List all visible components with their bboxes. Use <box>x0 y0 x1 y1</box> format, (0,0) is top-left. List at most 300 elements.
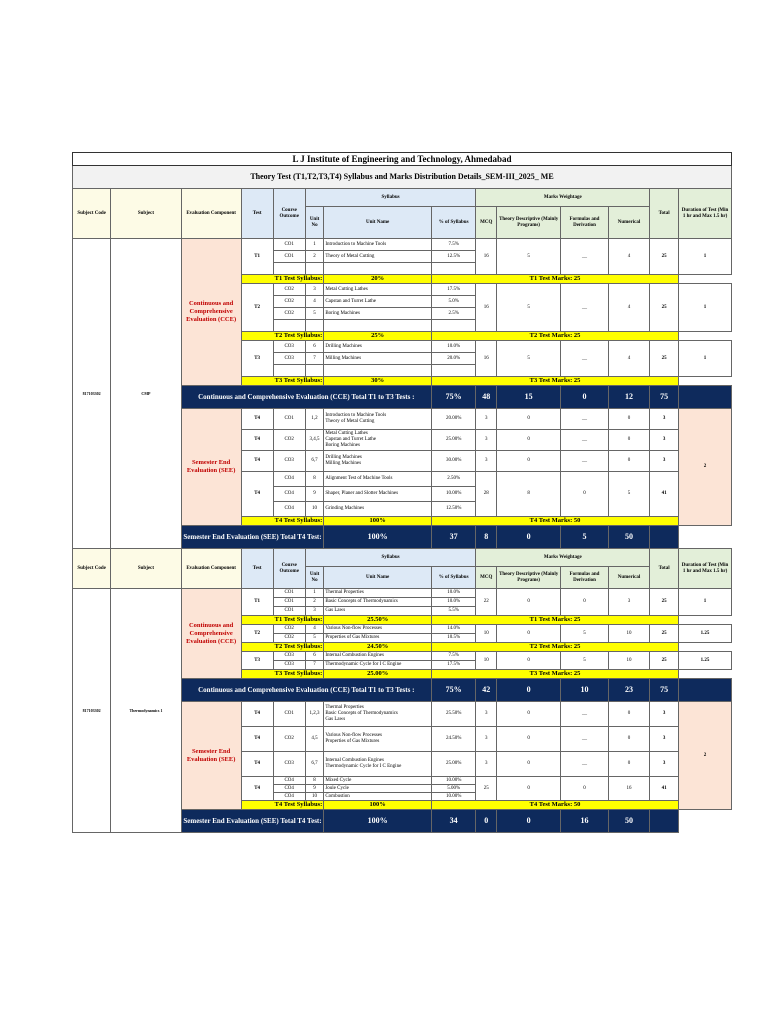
marks-total: 3 <box>650 752 679 777</box>
header-marks-weightage: Marks Weightage <box>476 549 650 567</box>
cce-total-label: Continuous and Comprehensive Evaluation (CCE) Total T1 to T3 Tests : <box>181 679 431 702</box>
header-subject-code: Subject Code <box>73 189 111 239</box>
test-id: T3 <box>241 652 273 670</box>
test-id: T2 <box>241 284 273 332</box>
marks-dur: 1 <box>679 239 732 275</box>
course-outcome: CO2 <box>273 308 305 320</box>
cce-total-label: Continuous and Comprehensive Evaluation (CCE) Total T1 to T3 Tests : <box>181 386 431 409</box>
unit-no: 1,2 <box>305 409 324 430</box>
marks-num: 4 <box>608 341 649 377</box>
marks-theory: 0 <box>497 702 561 727</box>
marks-formula: 5 <box>561 625 609 643</box>
subject-name: CMP <box>111 239 181 549</box>
unit-name: Milling Machines <box>324 353 432 365</box>
syllabus-pct: 5.5% <box>431 607 475 616</box>
syllabus-pct: 2.5% <box>431 308 475 320</box>
marks-theory: 0 <box>497 430 561 451</box>
test-id: T3 <box>241 341 273 377</box>
table-row <box>73 239 732 251</box>
marks-mcq: 3 <box>476 702 497 727</box>
marks-mcq: 3 <box>476 752 497 777</box>
test-id: T4 <box>241 752 273 777</box>
unit-name: Drilling Machines Milling Machines <box>324 451 432 472</box>
see-total-theory: 0 <box>476 810 497 833</box>
course-outcome: CO1 <box>273 598 305 607</box>
header-subject-code: Subject Code <box>73 549 111 589</box>
empty-cell <box>324 320 432 332</box>
course-outcome: CO1 <box>273 239 305 251</box>
syllabus-pct: 7.5% <box>431 652 475 661</box>
syllabus-label: T3 Test Syllabus: <box>241 377 324 386</box>
header-numerical: Numerical <box>608 567 649 589</box>
test-id: T4 <box>241 409 273 430</box>
header-unit-name: Unit Name <box>324 207 432 239</box>
unit-no: 10 <box>305 793 324 801</box>
empty-cell <box>273 365 305 377</box>
syllabus-table <box>72 152 732 833</box>
marks-mcq: 16 <box>476 341 497 377</box>
syllabus-total-pct: 20% <box>324 275 432 284</box>
header-course-outcome: Course Outcome <box>273 549 305 589</box>
syllabus-pct: 10.0% <box>431 598 475 607</box>
marks-dur: 1 <box>679 589 732 616</box>
unit-no: 5 <box>305 634 324 643</box>
syllabus-pct: 10.00% <box>431 487 475 502</box>
syllabus-pct: 24.50% <box>431 727 475 752</box>
see-label: Semester End Evaluation (SEE) <box>181 409 241 526</box>
syllabus-sheet <box>72 152 732 833</box>
course-outcome: CO1 <box>273 409 305 430</box>
unit-no: 1 <box>305 239 324 251</box>
course-outcome: CO4 <box>273 502 305 517</box>
marks-mcq: 3 <box>476 451 497 472</box>
table-row <box>73 549 732 567</box>
see-total-formula: 0 <box>497 526 561 549</box>
course-outcome: CO2 <box>273 625 305 634</box>
see-duration: 2 <box>679 702 732 810</box>
test-id: T4 <box>241 430 273 451</box>
see-total-mcq: 37 <box>431 526 475 549</box>
test-marks-label: T2 Test Marks: 25 <box>431 643 678 652</box>
course-outcome: CO1 <box>273 589 305 598</box>
marks-total: 41 <box>650 777 679 801</box>
syllabus-pct: 5.0% <box>431 296 475 308</box>
syllabus-total-pct: 25% <box>324 332 432 341</box>
marks-mcq: 16 <box>476 284 497 332</box>
test-marks-label: T2 Test Marks: 25 <box>431 332 678 341</box>
unit-name: Introduction to Machine Tools <box>324 239 432 251</box>
course-outcome: CO2 <box>273 634 305 643</box>
course-outcome: CO4 <box>273 777 305 785</box>
course-outcome: CO2 <box>273 296 305 308</box>
t4-syllabus-pct: 100% <box>324 801 432 810</box>
see-total-total: 50 <box>608 526 649 549</box>
syllabus-pct: 25.00% <box>431 430 475 451</box>
header-test: Test <box>241 549 273 589</box>
marks-total: 41 <box>650 472 679 517</box>
course-outcome: CO1 <box>273 607 305 616</box>
unit-no: 3 <box>305 284 324 296</box>
see-total-label: Semester End Evaluation (SEE) Total T4 Test: <box>181 810 324 833</box>
empty-cell <box>431 365 475 377</box>
cce-total-num: 23 <box>608 679 649 702</box>
table-body <box>73 153 732 833</box>
marks-dur: 1 <box>679 341 732 377</box>
marks-theory: 5 <box>497 284 561 332</box>
syllabus-pct: 14.0% <box>431 625 475 634</box>
marks-num: 0 <box>608 430 649 451</box>
cce-label: Continuous and Comprehensive Evaluation (CCE) <box>181 239 241 386</box>
course-outcome: CO2 <box>273 284 305 296</box>
unit-name: Internal Combustion Engines Thermodynamic Cycle for I C Engine <box>324 752 432 777</box>
unit-no: 4 <box>305 625 324 634</box>
subject-code: 817103302 <box>73 589 111 833</box>
header-duration: Duration of Test (Min 1 hr and Max 1.5 hr) <box>679 189 732 239</box>
marks-num: 0 <box>608 727 649 752</box>
see-total-num: 5 <box>561 526 609 549</box>
marks-formula: __ <box>561 409 609 430</box>
marks-theory: 0 <box>497 625 561 643</box>
marks-total: 3 <box>650 409 679 430</box>
cce-total-total: 75 <box>650 679 679 702</box>
marks-num: 5 <box>608 472 649 517</box>
marks-total: 25 <box>650 239 679 275</box>
marks-theory: 0 <box>497 727 561 752</box>
header-pct-syllabus: % of Syllabus <box>431 567 475 589</box>
see-total-pct: 100% <box>324 526 432 549</box>
test-id: T4 <box>241 472 273 517</box>
syllabus-total-pct: 25.00% <box>324 670 432 679</box>
table-row <box>73 189 732 207</box>
unit-name: Thermodynamic Cycle for I C Engine <box>324 661 432 670</box>
unit-name: Various Non-flow Processes <box>324 625 432 634</box>
header-course-outcome: Course Outcome <box>273 189 305 239</box>
empty-cell <box>324 365 432 377</box>
marks-formula: __ <box>561 752 609 777</box>
syllabus-pct: 10.00% <box>431 777 475 785</box>
syllabus-pct: 10.00% <box>431 793 475 801</box>
syllabus-pct: 30.00% <box>431 451 475 472</box>
unit-no: 6,7 <box>305 752 324 777</box>
empty-cell <box>305 365 324 377</box>
empty-cell <box>273 263 305 275</box>
marks-num: 0 <box>608 752 649 777</box>
syllabus-pct: 20.00% <box>431 409 475 430</box>
see-total-total: 50 <box>608 810 649 833</box>
course-outcome: CO3 <box>273 353 305 365</box>
cce-total-blank <box>679 386 732 409</box>
test-id: T4 <box>241 777 273 801</box>
syllabus-label: T1 Test Syllabus: <box>241 275 324 284</box>
unit-no: 2 <box>305 251 324 263</box>
unit-name: Grinding Machines <box>324 502 432 517</box>
syllabus-pct: 5.00% <box>431 785 475 793</box>
unit-no: 4 <box>305 296 324 308</box>
cce-total-mcq: 42 <box>476 679 497 702</box>
marks-total: 3 <box>650 702 679 727</box>
test-marks-label: T1 Test Marks: 25 <box>431 275 678 284</box>
test-id: T4 <box>241 702 273 727</box>
test-id: T2 <box>241 625 273 643</box>
unit-no: 8 <box>305 472 324 487</box>
header-total: Total <box>650 549 679 589</box>
unit-no: 6 <box>305 652 324 661</box>
cce-total-formula: 0 <box>561 386 609 409</box>
institute-title: L J Institute of Engineering and Technology, Ahmedabad <box>73 153 732 166</box>
test-marks-label: T3 Test Marks: 25 <box>431 377 678 386</box>
unit-name: Mixed Cycle <box>324 777 432 785</box>
cce-total-theory: 15 <box>497 386 561 409</box>
t4-marks-label: T4 Test Marks: 50 <box>431 517 678 526</box>
marks-num: 3 <box>608 589 649 616</box>
unit-name: Capstan and Turret Lathe <box>324 296 432 308</box>
see-total-blank <box>650 810 679 833</box>
marks-mcq: 10 <box>476 625 497 643</box>
unit-no: 8 <box>305 777 324 785</box>
marks-dur: 1 <box>679 284 732 332</box>
cce-total-pct: 75% <box>431 679 475 702</box>
test-marks-label: T1 Test Marks: 25 <box>431 616 678 625</box>
marks-theory: 0 <box>497 752 561 777</box>
header-duration: Duration of Test (Min 1 hr and Max 1.5 hr) <box>679 549 732 589</box>
header-syllabus: Syllabus <box>305 549 476 567</box>
test-id: T1 <box>241 589 273 616</box>
header-formulas: Formulas and Derivation <box>561 207 609 239</box>
header-evaluation-component: Evaluation Component <box>181 189 241 239</box>
see-total-mcq: 34 <box>431 810 475 833</box>
marks-total: 3 <box>650 430 679 451</box>
cce-total-theory: 0 <box>497 679 561 702</box>
header-formulas: Formulas and Derivation <box>561 567 609 589</box>
syllabus-pct: 10.0% <box>431 341 475 353</box>
header-total: Total <box>650 189 679 239</box>
unit-name: Metal Cutting Lathes <box>324 284 432 296</box>
marks-mcq: 10 <box>476 652 497 670</box>
header-unit-no: Unit No <box>305 567 324 589</box>
unit-name: Joule Cycle <box>324 785 432 793</box>
course-outcome: CO3 <box>273 752 305 777</box>
marks-formula: __ <box>561 451 609 472</box>
unit-no: 10 <box>305 502 324 517</box>
syllabus-label: T2 Test Syllabus: <box>241 643 324 652</box>
see-total-pct: 100% <box>324 810 432 833</box>
unit-name: Alignment Test of Machine Tools <box>324 472 432 487</box>
syllabus-pct: 25.00% <box>431 752 475 777</box>
empty-cell <box>324 263 432 275</box>
course-outcome: CO3 <box>273 341 305 353</box>
t4-syllabus-pct: 100% <box>324 517 432 526</box>
unit-no: 9 <box>305 487 324 502</box>
unit-name: Various Non-flow Processes Properties of Gas Mixtures <box>324 727 432 752</box>
see-total-formula: 0 <box>497 810 561 833</box>
marks-formula: __ <box>561 727 609 752</box>
marks-mcq: 16 <box>476 239 497 275</box>
unit-name: Combustion <box>324 793 432 801</box>
syllabus-total-pct: 24.50% <box>324 643 432 652</box>
header-numerical: Numerical <box>608 207 649 239</box>
marks-mcq: 25 <box>476 777 497 801</box>
unit-no: 3,4,5 <box>305 430 324 451</box>
marks-theory: 0 <box>497 777 561 801</box>
unit-name: Thermal Properties <box>324 589 432 598</box>
t4-syllabus-label: T4 Test Syllabus: <box>241 801 324 810</box>
document-subtitle: Theory Test (T1,T2,T3,T4) Syllabus and Marks Distribution Details_SEM-III_2025_ ME <box>73 166 732 189</box>
syllabus-pct: 10.5% <box>431 634 475 643</box>
t4-syllabus-label: T4 Test Syllabus: <box>241 517 324 526</box>
header-mcq: MCQ <box>476 207 497 239</box>
unit-name: Shaper, Planer and Slotter Machines <box>324 487 432 502</box>
unit-name: Properties of Gas Mixtures <box>324 634 432 643</box>
unit-name: Internal Combustion Engines <box>324 652 432 661</box>
empty-cell <box>431 263 475 275</box>
syllabus-pct: 17.5% <box>431 661 475 670</box>
unit-name: Boring Machines <box>324 308 432 320</box>
cce-total-formula: 10 <box>561 679 609 702</box>
syllabus-pct: 20.0% <box>431 353 475 365</box>
course-outcome: CO1 <box>273 251 305 263</box>
header-unit-name: Unit Name <box>324 567 432 589</box>
empty-cell <box>305 320 324 332</box>
syllabus-pct: 17.5% <box>431 284 475 296</box>
header-mcq: MCQ <box>476 567 497 589</box>
marks-theory: 0 <box>497 652 561 670</box>
syllabus-pct: 12.5% <box>431 251 475 263</box>
marks-formula: 0 <box>561 777 609 801</box>
cce-total-blank <box>679 679 732 702</box>
marks-num: 16 <box>608 777 649 801</box>
marks-num: 10 <box>608 652 649 670</box>
unit-no: 7 <box>305 661 324 670</box>
header-theory: Theory Descriptive (Mainly Programs) <box>497 567 561 589</box>
marks-num: 4 <box>608 284 649 332</box>
see-label: Semester End Evaluation (SEE) <box>181 702 241 810</box>
header-syllabus: Syllabus <box>305 189 476 207</box>
subject-name: Thermodynamics 1 <box>111 589 181 833</box>
header-unit-no: Unit No <box>305 207 324 239</box>
see-total-theory: 8 <box>476 526 497 549</box>
marks-num: 10 <box>608 625 649 643</box>
unit-no: 1,2,3 <box>305 702 324 727</box>
marks-mcq: 3 <box>476 430 497 451</box>
see-duration: 2 <box>679 409 732 526</box>
header-marks-weightage: Marks Weightage <box>476 189 650 207</box>
marks-total: 3 <box>650 451 679 472</box>
marks-mcq: 22 <box>476 589 497 616</box>
cce-label: Continuous and Comprehensive Evaluation (CCE) <box>181 589 241 679</box>
unit-no: 4,5 <box>305 727 324 752</box>
marks-theory: 0 <box>497 589 561 616</box>
marks-formula: __ <box>561 284 609 332</box>
header-pct-syllabus: % of Syllabus <box>431 207 475 239</box>
empty-cell <box>273 320 305 332</box>
course-outcome: CO4 <box>273 472 305 487</box>
table-row <box>73 589 732 598</box>
t4-marks-label: T4 Test Marks: 50 <box>431 801 678 810</box>
unit-name: Thermal Properties Basic Concepts of Thermodynamics Gas Laws <box>324 702 432 727</box>
unit-no: 6,7 <box>305 451 324 472</box>
test-id: T4 <box>241 451 273 472</box>
see-total-num: 16 <box>561 810 609 833</box>
unit-no: 6 <box>305 341 324 353</box>
unit-no: 2 <box>305 598 324 607</box>
subject-code: 817103302 <box>73 239 111 549</box>
syllabus-total-pct: 25.50% <box>324 616 432 625</box>
course-outcome: CO4 <box>273 785 305 793</box>
see-total-blank <box>650 526 679 549</box>
test-id: T4 <box>241 727 273 752</box>
course-outcome: CO3 <box>273 451 305 472</box>
marks-theory: 8 <box>497 472 561 517</box>
syllabus-label: T2 Test Syllabus: <box>241 332 324 341</box>
unit-no: 5 <box>305 308 324 320</box>
see-total-label: Semester End Evaluation (SEE) Total T4 Test: <box>181 526 324 549</box>
header-subject: Subject <box>111 549 181 589</box>
unit-no: 1 <box>305 589 324 598</box>
marks-total: 25 <box>650 652 679 670</box>
header-theory: Theory Descriptive (Mainly Programs) <box>497 207 561 239</box>
unit-name: Gas Laws <box>324 607 432 616</box>
unit-name: Drilling Machines <box>324 341 432 353</box>
marks-formula: __ <box>561 239 609 275</box>
header-subject: Subject <box>111 189 181 239</box>
marks-formula: 0 <box>561 589 609 616</box>
marks-total: 25 <box>650 341 679 377</box>
cce-total-pct: 75% <box>431 386 475 409</box>
marks-theory: 0 <box>497 451 561 472</box>
syllabus-pct: 10.0% <box>431 589 475 598</box>
test-marks-label: T3 Test Marks: 25 <box>431 670 678 679</box>
unit-no: 3 <box>305 607 324 616</box>
unit-no: 7 <box>305 353 324 365</box>
empty-cell <box>431 320 475 332</box>
unit-no: 9 <box>305 785 324 793</box>
marks-total: 25 <box>650 625 679 643</box>
course-outcome: CO2 <box>273 430 305 451</box>
syllabus-label: T3 Test Syllabus: <box>241 670 324 679</box>
marks-total: 25 <box>650 589 679 616</box>
course-outcome: CO1 <box>273 702 305 727</box>
marks-num: 0 <box>608 451 649 472</box>
marks-mcq: 3 <box>476 409 497 430</box>
syllabus-pct: 7.5% <box>431 239 475 251</box>
course-outcome: CO4 <box>273 793 305 801</box>
marks-total: 25 <box>650 284 679 332</box>
unit-name: Theory of Metal Cutting <box>324 251 432 263</box>
unit-name: Basic Concepts of Thermodynamics <box>324 598 432 607</box>
cce-total-total: 75 <box>650 386 679 409</box>
course-outcome: CO3 <box>273 661 305 670</box>
syllabus-label: T1 Test Syllabus: <box>241 616 324 625</box>
cce-total-num: 12 <box>608 386 649 409</box>
course-outcome: CO4 <box>273 487 305 502</box>
marks-num: 4 <box>608 239 649 275</box>
unit-name: Metal Cutting Lathes Capstan and Turret Lathe Boring Machines <box>324 430 432 451</box>
marks-formula: 5 <box>561 652 609 670</box>
course-outcome: CO3 <box>273 652 305 661</box>
marks-mcq: 3 <box>476 727 497 752</box>
test-id: T1 <box>241 239 273 275</box>
marks-total: 3 <box>650 727 679 752</box>
marks-theory: 5 <box>497 341 561 377</box>
unit-name: Introduction to Machine Tools Theory of Metal Cutting <box>324 409 432 430</box>
marks-num: 0 <box>608 409 649 430</box>
course-outcome: CO2 <box>273 727 305 752</box>
marks-theory: 0 <box>497 409 561 430</box>
marks-dur: 1.25 <box>679 652 732 670</box>
empty-cell <box>305 263 324 275</box>
marks-num: 0 <box>608 702 649 727</box>
header-evaluation-component: Evaluation Component <box>181 549 241 589</box>
